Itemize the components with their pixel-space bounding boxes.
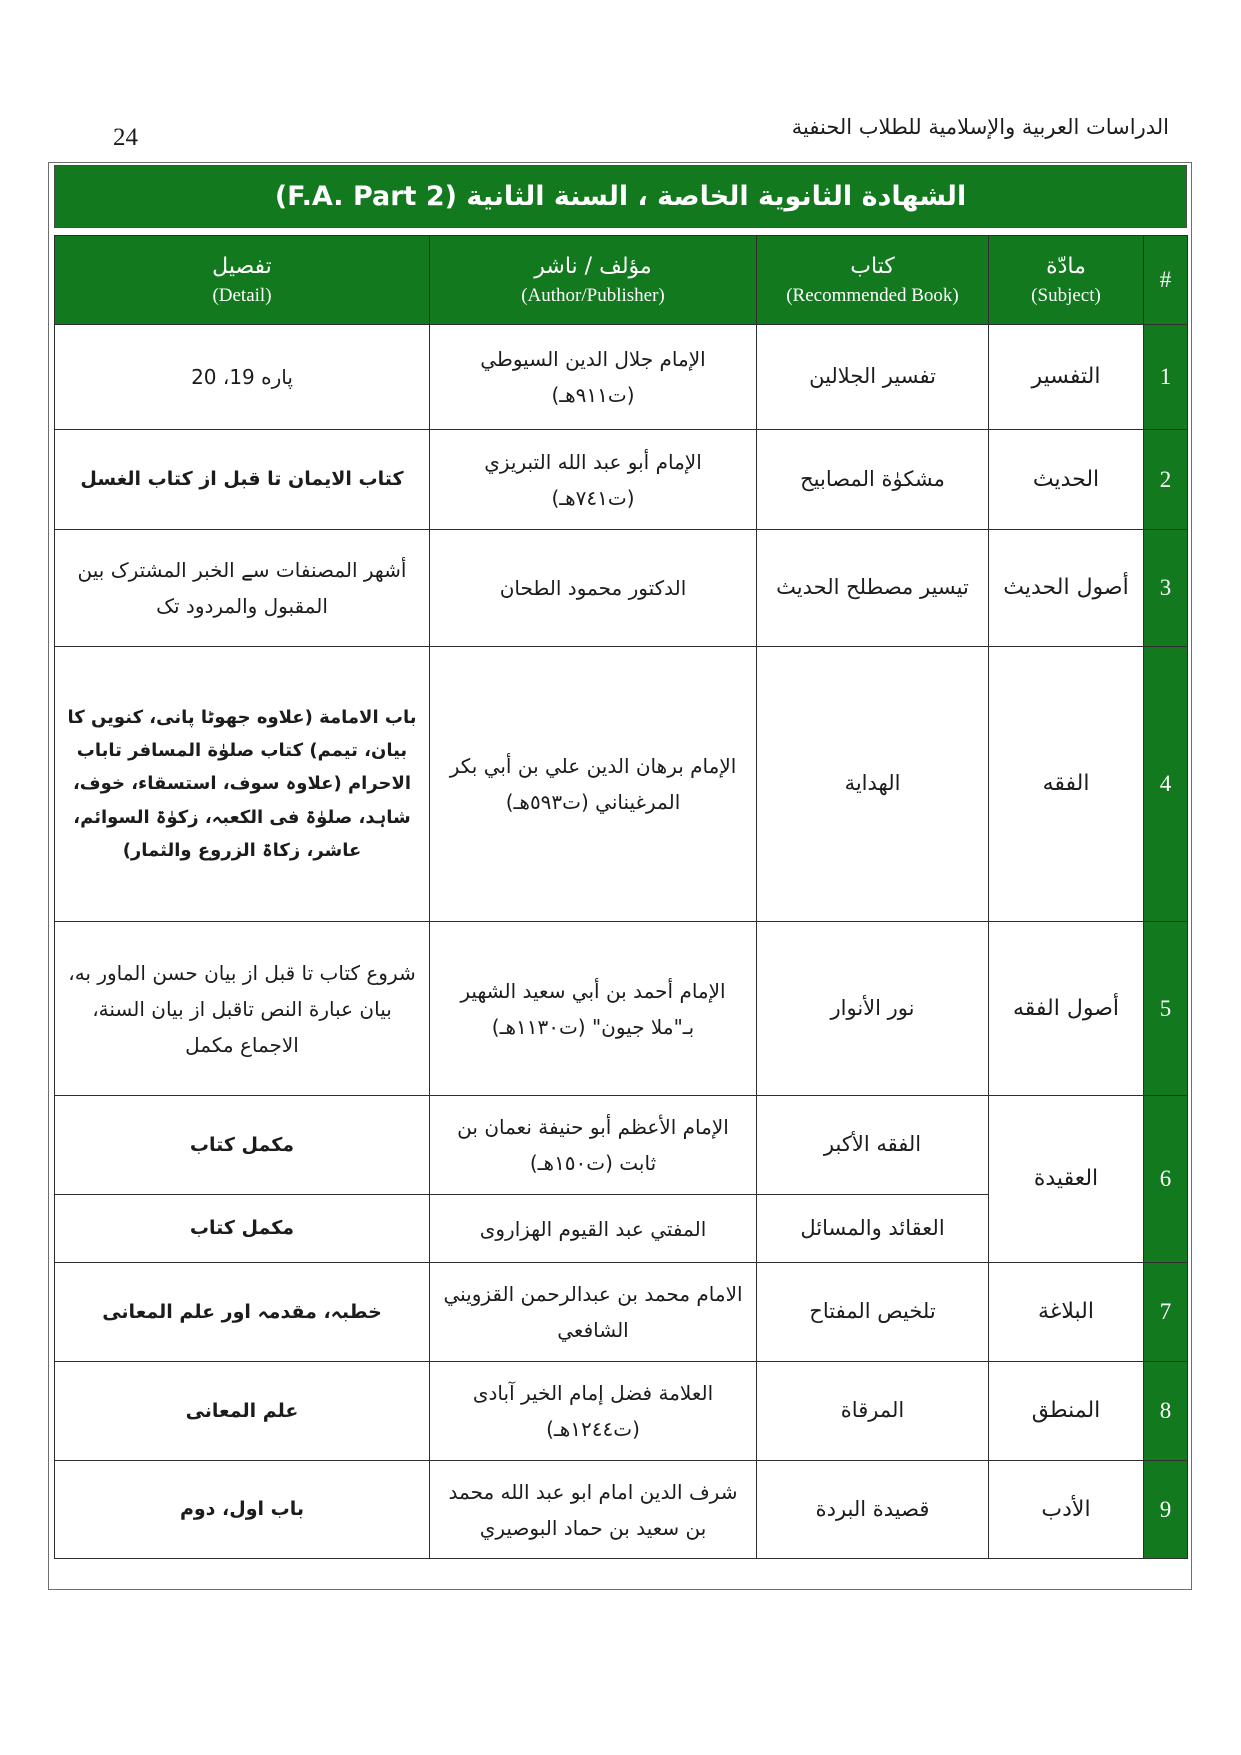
row-6-author-2: المفتي عبد القيوم الهزاروی	[430, 1195, 757, 1263]
column-header-author-en: (Author/Publisher)	[521, 285, 665, 307]
column-header-subject	[989, 236, 1144, 325]
column-header-book-ar: كتاب	[850, 254, 895, 280]
row-9-number: 9	[1144, 1461, 1188, 1559]
row-5-subject: أصول الفقه	[989, 922, 1144, 1096]
table-row	[55, 430, 1188, 530]
row-6-number: 6	[1144, 1096, 1188, 1263]
row-7-subject: البلاغة	[989, 1263, 1144, 1362]
row-4-detail: باب الامامة (علاوه جھوٹا پانی، کنویں کا بیان، تیمم) کتاب صلوٰة المسافر تاباب الاحرام (علاوہ سوف، استسقاء، خوف، شاہد، صلوٰۃ فی الکعبہ، زکوٰۃ السوائم، عاشر، زکاۃ الزروع والثمار)	[55, 647, 430, 922]
row-4-subject: الفقه	[989, 647, 1144, 922]
column-header-author	[430, 236, 757, 325]
table-row	[55, 530, 1188, 647]
row-8-subject: المنطق	[989, 1362, 1144, 1461]
row-6-book-1: الفقه الأكبر	[757, 1096, 989, 1195]
column-header-subject-ar: مادّة	[1046, 254, 1086, 280]
row-5-author: الإمام أحمد بن أبي سعيد الشهير بـ"ملا جيون" (ت١١٣٠هـ)	[430, 922, 757, 1096]
row-1-subject: التفسير	[989, 325, 1144, 430]
row-1-detail: پاره 19، 20	[55, 325, 430, 430]
row-4-author: الإمام برهان الدين علي بن أبي بكر المرغيناني (ت٥٩٣هـ)	[430, 647, 757, 922]
row-6-detail-1: مکمل کتاب	[55, 1096, 430, 1195]
row-8-author: العلامة فضل إمام الخير آبادی (ت١٢٤٤هـ)	[430, 1362, 757, 1461]
row-7-number: 7	[1144, 1263, 1188, 1362]
row-3-number: 3	[1144, 530, 1188, 647]
row-3-detail: أشهر المصنفات سے الخبر المشترک بين المقبول والمردود تک	[55, 530, 430, 647]
row-3-author: الدكتور محمود الطحان	[430, 530, 757, 647]
column-header-detail-en: (Detail)	[212, 285, 272, 307]
row-9-book: قصيدة البردة	[757, 1461, 989, 1559]
row-2-author: الإمام أبو عبد الله التبريزي (ت٧٤١هـ)	[430, 430, 757, 530]
row-7-detail: خطبہ، مقدمہ اور علم المعانی	[55, 1263, 430, 1362]
row-2-number: 2	[1144, 430, 1188, 530]
row-6-detail-2: مکمل کتاب	[55, 1195, 430, 1263]
table-row	[55, 647, 1188, 922]
table-row	[55, 1362, 1188, 1461]
row-6-subject: العقيدة	[989, 1096, 1144, 1263]
row-5-detail: شروع کتاب تا قبل از بیان حسن الماور به، بیان عبارة النص تاقبل از بیان السنة، الاجماع مکمل	[55, 922, 430, 1096]
column-header-book	[757, 236, 989, 325]
row-1-author: الإمام جلال الدين السيوطي (ت٩١١هـ)	[430, 325, 757, 430]
row-8-detail: علم المعانی	[55, 1362, 430, 1461]
row-6-book-2: العقائد والمسائل	[757, 1195, 989, 1263]
column-header-number: #	[1144, 236, 1188, 325]
row-2-subject: الحديث	[989, 430, 1144, 530]
row-8-book: المرقاة	[757, 1362, 989, 1461]
row-1-number: 1	[1144, 325, 1188, 430]
row-7-author: الامام محمد بن عبدالرحمن القزويني الشافعي	[430, 1263, 757, 1362]
row-4-number: 4	[1144, 647, 1188, 922]
row-9-author: شرف الدين امام ابو عبد الله محمد بن سعيد بن حماد البوصيري	[430, 1461, 757, 1559]
row-7-book: تلخيص المفتاح	[757, 1263, 989, 1362]
table-row	[55, 325, 1188, 430]
syllabus-table	[54, 235, 1188, 1559]
row-6-author-1: الإمام الأعظم أبو حنيفة نعمان بن ثابت (ت١٥٠هـ)	[430, 1096, 757, 1195]
page-number: 24	[113, 124, 138, 151]
table-row	[55, 1461, 1188, 1559]
table-row	[55, 1096, 1188, 1195]
column-header-detail	[55, 236, 430, 325]
row-3-subject: أصول الحديث	[989, 530, 1144, 647]
row-4-book: الهداية	[757, 647, 989, 922]
table-row	[55, 1263, 1188, 1362]
row-9-subject: الأدب	[989, 1461, 1144, 1559]
row-3-book: تيسير مصطلح الحديث	[757, 530, 989, 647]
column-header-author-ar: مؤلف / ناشر	[534, 254, 652, 280]
column-header-book-en: (Recommended Book)	[786, 285, 959, 307]
row-9-detail: باب اول، دوم	[55, 1461, 430, 1559]
table-title: الشهادة الثانوية الخاصة ، السنة الثانية (F.A. Part 2)	[274, 181, 967, 212]
column-header-subject-en: (Subject)	[1031, 285, 1101, 307]
row-2-book: مشكوٰة المصابيح	[757, 430, 989, 530]
header-row	[55, 236, 1188, 325]
running-header: الدراسات العربية والإسلامية للطلاب الحنفية	[791, 115, 1169, 139]
column-header-detail-ar: تفصيل	[212, 254, 272, 280]
row-8-number: 8	[1144, 1362, 1188, 1461]
table-row	[55, 922, 1188, 1096]
row-5-book: نور الأنوار	[757, 922, 989, 1096]
row-1-book: تفسير الجلالين	[757, 325, 989, 430]
table-title-bar	[54, 165, 1187, 228]
row-5-number: 5	[1144, 922, 1188, 1096]
row-2-detail: کتاب الایمان تا قبل از کتاب الغسل	[55, 430, 430, 530]
